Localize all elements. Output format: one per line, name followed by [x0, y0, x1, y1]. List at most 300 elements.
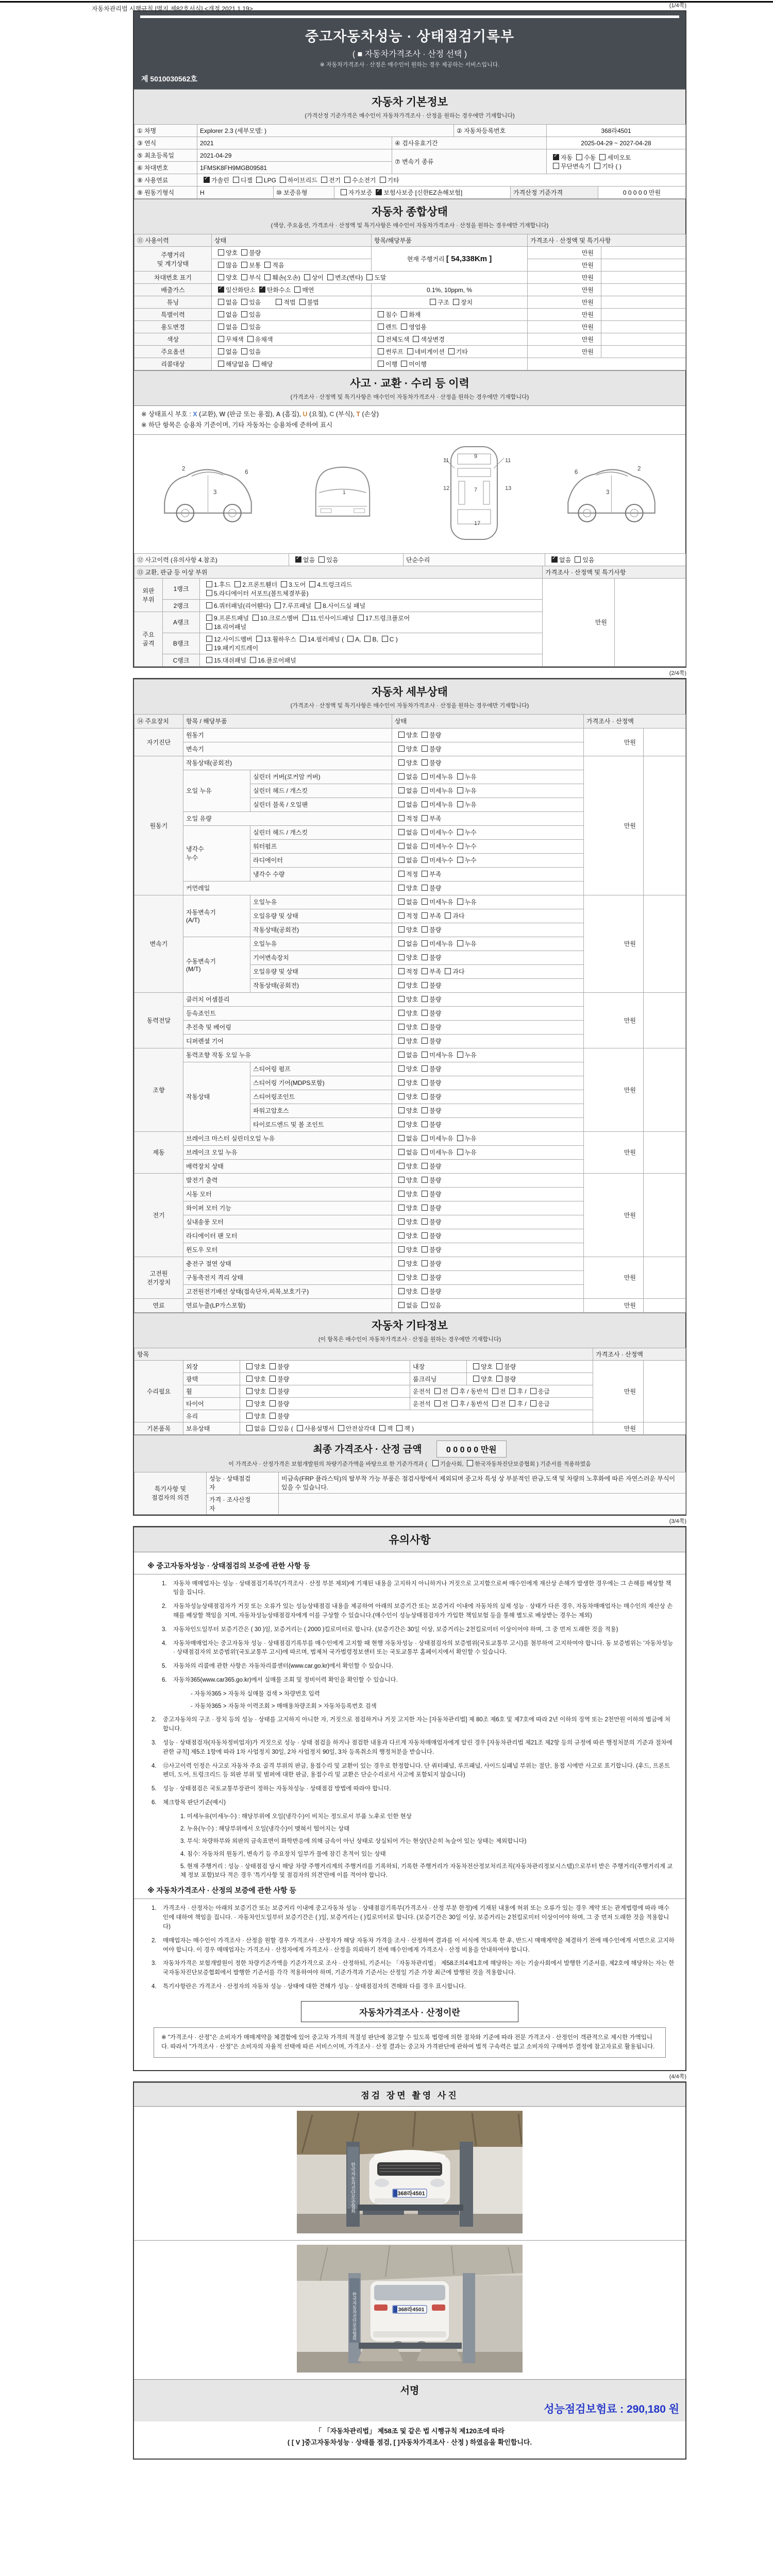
checkbox[interactable] — [241, 262, 247, 268]
checkbox[interactable] — [457, 1135, 463, 1141]
checkbox[interactable] — [553, 154, 559, 160]
checkbox[interactable] — [509, 1400, 515, 1406]
checkbox[interactable] — [270, 1363, 276, 1369]
checkbox[interactable] — [378, 336, 384, 342]
checkbox[interactable] — [256, 177, 262, 183]
checkbox[interactable] — [206, 590, 212, 596]
checkbox[interactable] — [594, 163, 600, 169]
checkbox[interactable] — [398, 1260, 405, 1266]
checkbox-label: 있음 — [582, 556, 595, 564]
table-cell — [392, 1117, 584, 1131]
checkbox[interactable] — [422, 1205, 428, 1211]
checkbox[interactable] — [422, 982, 428, 988]
notice-item-number: 4. — [152, 1984, 157, 1990]
checkbox[interactable] — [398, 912, 405, 919]
checkbox[interactable] — [457, 773, 463, 779]
checkbox[interactable] — [398, 1218, 405, 1225]
checkbox-label: 3.도어 — [289, 581, 306, 588]
checkbox-label: 수소전기 — [352, 177, 376, 184]
checkbox[interactable] — [407, 348, 413, 354]
table-cell — [392, 1243, 584, 1257]
checkbox[interactable] — [246, 1388, 253, 1394]
checkbox[interactable] — [422, 1107, 428, 1113]
checkbox[interactable] — [382, 636, 388, 642]
checkbox[interactable] — [241, 299, 247, 305]
notice-item-number: 3. — [152, 1739, 157, 1746]
checkbox[interactable] — [509, 1388, 515, 1394]
checkbox[interactable] — [270, 1413, 276, 1419]
checkbox[interactable] — [398, 1205, 405, 1211]
checkbox[interactable] — [422, 954, 428, 960]
table-cell — [467, 1372, 593, 1385]
checkbox[interactable] — [422, 787, 428, 793]
checkbox[interactable] — [401, 361, 407, 367]
checkbox[interactable] — [398, 1177, 405, 1183]
table-cell: ③ 연식 — [135, 137, 197, 149]
checkbox[interactable] — [422, 843, 428, 849]
checkbox[interactable] — [398, 787, 405, 793]
checkbox-label: 적정 — [406, 968, 418, 975]
checkbox-label: 썬루프 — [385, 348, 404, 355]
checkbox[interactable] — [398, 1232, 405, 1239]
checkbox[interactable] — [299, 299, 306, 305]
checkbox[interactable] — [327, 274, 333, 280]
checkbox[interactable] — [473, 1363, 479, 1369]
checkbox[interactable] — [270, 1376, 276, 1382]
checkbox-label: 후 — [459, 1400, 465, 1408]
checkbox[interactable] — [398, 1024, 405, 1030]
checkbox[interactable] — [467, 1460, 473, 1466]
checkbox[interactable] — [270, 1425, 276, 1431]
notice-item-text: 자동차 매매업자는 성능 · 상태점검기록부(가격조사 · 산정 부분 제외)에 기재된 내용을 고지하지 아니하거나 거짓으로 고지함으로써 매수인에게 재산상 손해가 발생한 경우에는 그 손해를 배상할 책임을 집니다. — [173, 1580, 671, 1596]
checkbox[interactable] — [396, 1425, 402, 1431]
checkbox[interactable] — [398, 1038, 405, 1044]
checkbox[interactable] — [264, 274, 271, 280]
state-code-legend — [141, 409, 678, 420]
table-cell — [601, 247, 686, 259]
text: / 동반석 — [465, 1387, 489, 1395]
checkbox[interactable] — [398, 829, 405, 835]
checkbox[interactable] — [398, 1135, 405, 1141]
checkbox[interactable] — [422, 871, 428, 877]
checkbox[interactable] — [218, 249, 224, 256]
checkbox[interactable] — [206, 623, 212, 630]
checkbox[interactable] — [295, 556, 301, 563]
checkbox[interactable] — [422, 1010, 428, 1016]
table-cell: 유리 — [183, 1410, 240, 1422]
checkbox[interactable] — [398, 815, 405, 821]
text: / — [523, 1387, 527, 1395]
checkbox[interactable] — [378, 324, 384, 330]
panel-number: 6 — [575, 469, 578, 476]
table-cell — [372, 296, 528, 309]
table-cell — [644, 1422, 686, 1434]
checkbox[interactable] — [398, 1246, 405, 1252]
table-cell — [392, 1020, 584, 1034]
checkbox[interactable] — [364, 636, 371, 642]
table-cell: 작동상태 — [183, 1062, 250, 1131]
panel-number: 11 — [443, 457, 449, 464]
checkbox[interactable] — [422, 857, 428, 863]
checkbox[interactable] — [398, 1121, 405, 1127]
checkbox-label: 없음 — [406, 1302, 418, 1309]
checkbox[interactable] — [206, 615, 212, 621]
checkbox[interactable] — [218, 286, 224, 293]
checkbox[interactable] — [422, 968, 428, 974]
checkbox[interactable] — [398, 982, 405, 988]
checkbox[interactable] — [280, 177, 286, 183]
table-cell — [372, 309, 528, 321]
checkbox[interactable] — [422, 1163, 428, 1169]
checkbox[interactable] — [422, 1093, 428, 1099]
checkbox[interactable] — [398, 885, 405, 891]
checkbox[interactable] — [398, 773, 405, 779]
checkbox[interactable] — [530, 1388, 536, 1394]
checkbox-label: 미세누수 — [429, 857, 453, 864]
checkbox[interactable] — [496, 1363, 502, 1369]
checkbox[interactable] — [281, 581, 287, 587]
checkbox[interactable] — [422, 773, 428, 779]
checkbox[interactable] — [551, 556, 558, 563]
checkbox[interactable] — [398, 954, 405, 960]
checkbox[interactable] — [473, 1376, 479, 1382]
text: 운전석 — [413, 1400, 431, 1408]
checkbox[interactable] — [246, 1413, 253, 1419]
notice-item — [152, 1937, 675, 1955]
checkbox-label: 불량 — [429, 1177, 442, 1184]
checkbox[interactable] — [358, 615, 364, 621]
text: 운전석 — [413, 1387, 431, 1395]
checkbox[interactable] — [206, 602, 212, 608]
checkbox[interactable] — [218, 262, 224, 268]
checkbox-label: 자가보증 — [348, 189, 373, 196]
checkbox[interactable] — [206, 581, 212, 587]
checkbox[interactable] — [366, 274, 373, 280]
table-cell — [392, 1215, 584, 1229]
checkbox[interactable] — [445, 968, 451, 974]
checkbox[interactable] — [496, 1376, 502, 1382]
checkbox[interactable] — [398, 1288, 405, 1294]
checkbox[interactable] — [241, 324, 247, 330]
checkbox[interactable] — [401, 311, 407, 317]
table-cell — [212, 309, 372, 321]
checkbox[interactable] — [270, 1388, 276, 1394]
checkbox[interactable] — [398, 1302, 405, 1308]
checkbox[interactable] — [453, 299, 459, 305]
checkbox[interactable] — [398, 745, 405, 752]
table-cell: 특별이력 — [135, 309, 212, 321]
checkbox[interactable] — [218, 299, 224, 305]
checkbox[interactable] — [422, 1260, 428, 1266]
checkbox[interactable] — [422, 926, 428, 933]
checkbox[interactable] — [218, 336, 224, 342]
checkbox[interactable] — [422, 1121, 428, 1127]
checkbox[interactable] — [246, 1376, 253, 1382]
checkbox-label: 잭 — [386, 1425, 393, 1432]
checkbox-label: 양호 — [254, 1387, 266, 1395]
checkbox[interactable] — [218, 274, 224, 280]
table-row — [135, 1298, 686, 1312]
checkbox[interactable] — [398, 1274, 405, 1280]
basic-row-engine — [134, 186, 686, 199]
checkbox[interactable] — [422, 912, 428, 919]
checkbox[interactable] — [398, 1191, 405, 1197]
checkbox[interactable] — [234, 581, 241, 587]
table-cell: 파워고압호스 — [250, 1104, 392, 1117]
checkbox[interactable] — [401, 324, 407, 330]
checkbox[interactable] — [422, 815, 428, 821]
checkbox[interactable] — [398, 1010, 405, 1016]
state-code-desc: (손상) — [360, 411, 379, 418]
table-row — [135, 1257, 686, 1270]
checkbox[interactable] — [576, 154, 582, 160]
license-plate-front: 368라4501 — [397, 2190, 425, 2197]
checkbox[interactable] — [457, 940, 463, 946]
checkbox[interactable] — [451, 1388, 458, 1394]
exchange-panel-table — [134, 566, 686, 667]
checkbox[interactable] — [376, 189, 382, 195]
checkbox[interactable] — [422, 759, 428, 766]
column-header: 가격조사 · 산정액 — [584, 714, 686, 728]
checkbox[interactable] — [398, 996, 405, 1002]
checkbox[interactable] — [233, 177, 239, 183]
checkbox[interactable] — [422, 801, 428, 807]
checkbox[interactable] — [247, 336, 254, 342]
checkbox[interactable] — [422, 899, 428, 905]
checkbox[interactable] — [206, 636, 212, 642]
column-header: 가격조사 · 산정액 — [593, 1348, 686, 1360]
checkbox[interactable] — [432, 1460, 439, 1466]
checkbox[interactable] — [434, 1388, 441, 1394]
checkbox[interactable] — [398, 1163, 405, 1169]
checkbox[interactable] — [338, 1425, 344, 1431]
checkbox[interactable] — [398, 871, 405, 877]
checkbox[interactable] — [398, 1052, 405, 1058]
checkbox[interactable] — [218, 324, 224, 330]
checkbox[interactable] — [246, 1425, 253, 1431]
checkbox[interactable] — [398, 968, 405, 974]
checkbox[interactable] — [398, 801, 405, 807]
checkbox[interactable] — [303, 615, 309, 621]
checkbox[interactable] — [398, 1079, 405, 1086]
checkbox[interactable] — [457, 899, 463, 905]
checkbox-label: 불량 — [429, 1065, 442, 1073]
state-code-desc: (판금 또는 용접), — [225, 411, 276, 418]
checkbox[interactable] — [422, 996, 428, 1002]
table-cell: 작동상태(공회전) — [183, 756, 392, 770]
checkbox[interactable] — [259, 286, 265, 293]
table-cell: 차대번호 표기 — [135, 272, 212, 284]
lift-banner-text: 한국자동차진단보증협회 — [350, 2162, 356, 2213]
table-cell — [392, 825, 584, 839]
checkbox[interactable] — [398, 1093, 405, 1099]
checkbox[interactable] — [422, 1065, 428, 1072]
checkbox[interactable] — [275, 602, 281, 608]
checkbox-label: 부족 — [429, 815, 442, 822]
checkbox[interactable] — [398, 1149, 405, 1155]
checkbox[interactable] — [457, 1149, 463, 1155]
checkbox[interactable] — [457, 801, 463, 807]
checkbox[interactable] — [300, 636, 306, 642]
checkbox-label: 없음 — [406, 787, 418, 794]
notice-item-text: 자동차매매업자는 중고자동차 성능 · 상태점검기록부를 매수인에게 고지할 때 현행 자동차성능 · 상태점검자의 보증범위(국토교통부 고시)를 첨부하여 고지하여야 합니다. 동 보증범위는 '자동차성능 · 상태점검자의 보증범위'(국토교통부 고시)에 따르며, 법제처 국가법령정보센터 또는 국토교통부 홈페이지에서 확인할 수 있습니다. — [173, 1640, 674, 1656]
checkbox[interactable] — [380, 177, 386, 183]
checkbox[interactable] — [422, 1274, 428, 1280]
checkbox[interactable] — [297, 1425, 303, 1431]
checkbox[interactable] — [378, 348, 384, 354]
checkbox-label: 미세누수 — [429, 829, 453, 836]
checkbox[interactable] — [492, 1388, 498, 1394]
checkbox[interactable] — [492, 1400, 498, 1406]
notice-item — [152, 1762, 675, 1781]
checkbox[interactable] — [451, 1400, 458, 1406]
sheet-4 — [133, 2081, 686, 2460]
checkbox[interactable] — [253, 361, 259, 367]
checkbox[interactable] — [378, 311, 384, 317]
checkbox[interactable] — [422, 829, 428, 835]
checkbox[interactable] — [246, 1363, 253, 1369]
checkbox[interactable] — [253, 615, 259, 621]
state-code: T — [356, 411, 360, 418]
checkbox[interactable] — [347, 636, 354, 642]
checkbox[interactable] — [241, 274, 247, 280]
checkbox[interactable] — [422, 1218, 428, 1225]
table-cell: 연료누출(LP가스포함) — [183, 1298, 392, 1312]
price-survey-box-title: 자동차가격조사 · 산정이란 — [301, 2001, 518, 2022]
checkbox[interactable] — [457, 1052, 463, 1058]
price-cell: 만원 — [584, 1257, 644, 1298]
checkbox[interactable] — [553, 163, 559, 169]
checkbox[interactable] — [457, 829, 463, 835]
checkbox[interactable] — [379, 1425, 385, 1431]
table-cell — [334, 187, 511, 199]
checkbox[interactable] — [448, 348, 455, 354]
notice-item — [152, 1739, 675, 1757]
checkbox[interactable] — [318, 556, 325, 563]
checkbox[interactable] — [422, 1232, 428, 1239]
checkbox-label: 많음 — [226, 262, 238, 269]
checkbox[interactable] — [530, 1400, 536, 1406]
checkbox[interactable] — [250, 657, 256, 663]
checkbox[interactable] — [398, 732, 405, 738]
checkbox[interactable] — [430, 299, 436, 305]
checkbox[interactable] — [398, 940, 405, 946]
checkbox-label: 일산화탄소 — [226, 286, 256, 294]
table-row — [135, 728, 686, 742]
checkbox-label: 전 — [499, 1387, 506, 1395]
checkbox[interactable] — [398, 857, 405, 863]
checkbox[interactable] — [422, 940, 428, 946]
checkbox[interactable] — [398, 1107, 405, 1113]
checkbox[interactable] — [413, 336, 419, 342]
checkbox[interactable] — [422, 1177, 428, 1183]
checkbox[interactable] — [422, 1302, 428, 1308]
text: / — [523, 1400, 527, 1408]
notice-item — [162, 1580, 675, 1598]
checkbox[interactable] — [276, 299, 282, 305]
table-cell: 1랭크 — [163, 578, 200, 599]
checkbox[interactable] — [256, 636, 262, 642]
checkbox[interactable] — [341, 189, 347, 195]
checkbox[interactable] — [315, 602, 321, 608]
checkbox-label: 양호 — [406, 732, 418, 739]
checkbox[interactable] — [206, 645, 212, 651]
checkbox[interactable] — [422, 1135, 428, 1141]
checkbox-label: 9.프론트패널 — [214, 614, 249, 622]
table-cell — [601, 272, 686, 284]
checkbox[interactable] — [422, 1191, 428, 1197]
table-cell — [392, 1131, 584, 1145]
checkbox[interactable] — [422, 745, 428, 752]
checkbox[interactable] — [422, 885, 428, 891]
checkbox[interactable] — [218, 311, 224, 317]
checkbox[interactable] — [398, 759, 405, 766]
checkbox[interactable] — [378, 361, 384, 367]
checkbox[interactable] — [246, 1400, 253, 1406]
checkbox[interactable] — [206, 657, 212, 663]
checkbox[interactable] — [270, 1400, 276, 1406]
text: 현재 주행거리 — [407, 256, 446, 263]
checkbox[interactable] — [422, 1149, 428, 1155]
table-cell — [392, 756, 584, 770]
table-row — [135, 284, 686, 296]
checkbox[interactable] — [321, 177, 327, 183]
notice-item — [162, 1625, 675, 1635]
checkbox[interactable] — [422, 732, 428, 738]
checkbox[interactable] — [304, 274, 310, 280]
checkbox[interactable] — [422, 1288, 428, 1294]
checkbox[interactable] — [204, 177, 210, 183]
checkbox[interactable] — [241, 348, 247, 354]
checkbox[interactable] — [218, 361, 224, 367]
checkbox[interactable] — [434, 1400, 441, 1406]
table-cell — [240, 1397, 410, 1410]
checkbox-label: 양호 — [406, 1191, 418, 1198]
checkbox[interactable] — [309, 581, 315, 587]
checkbox[interactable] — [575, 556, 581, 563]
checkbox[interactable] — [218, 348, 224, 354]
checkbox[interactable] — [398, 926, 405, 933]
checkbox[interactable] — [457, 857, 463, 863]
checkbox[interactable] — [241, 311, 247, 317]
checkbox[interactable] — [264, 262, 271, 268]
table-cell — [392, 742, 584, 756]
checkbox[interactable] — [422, 1038, 428, 1044]
checkbox[interactable] — [422, 1052, 428, 1058]
checkbox-label: 16.플로어패널 — [258, 656, 296, 664]
checkbox[interactable] — [241, 249, 247, 256]
checkbox-label: 양호 — [406, 996, 418, 1003]
checkbox[interactable] — [457, 843, 463, 849]
panel-number: 1 — [343, 489, 346, 496]
checkbox[interactable] — [457, 787, 463, 793]
checkbox[interactable] — [344, 177, 350, 183]
checkbox[interactable] — [398, 843, 405, 849]
checkbox[interactable] — [398, 1065, 405, 1072]
checkbox[interactable] — [422, 1079, 428, 1086]
checkbox[interactable] — [599, 154, 606, 160]
checkbox[interactable] — [422, 1246, 428, 1252]
table-row — [135, 149, 686, 162]
checkbox[interactable] — [445, 912, 451, 919]
checkbox[interactable] — [294, 286, 300, 293]
section-subtitle: (가격조사 · 산정액 및 특기사항은 매수인이 자동차가격조사 · 산정을 원하는 경우에만 기재합니다) — [290, 702, 529, 709]
table-row — [135, 234, 686, 247]
checkbox[interactable] — [398, 899, 405, 905]
checkbox[interactable] — [422, 1024, 428, 1030]
notice-item-text: 자동차365(www.car365.go.kr)에서 실매물 조회 및 정비이력 확인을 확인할 수 있습니다. — [173, 1677, 398, 1683]
notice-item-text: 성능 · 상태점검은 국토교통부장관이 정하는 자동차성능 · 상태점검 방법에 따라야 합니다. — [163, 1786, 391, 1792]
